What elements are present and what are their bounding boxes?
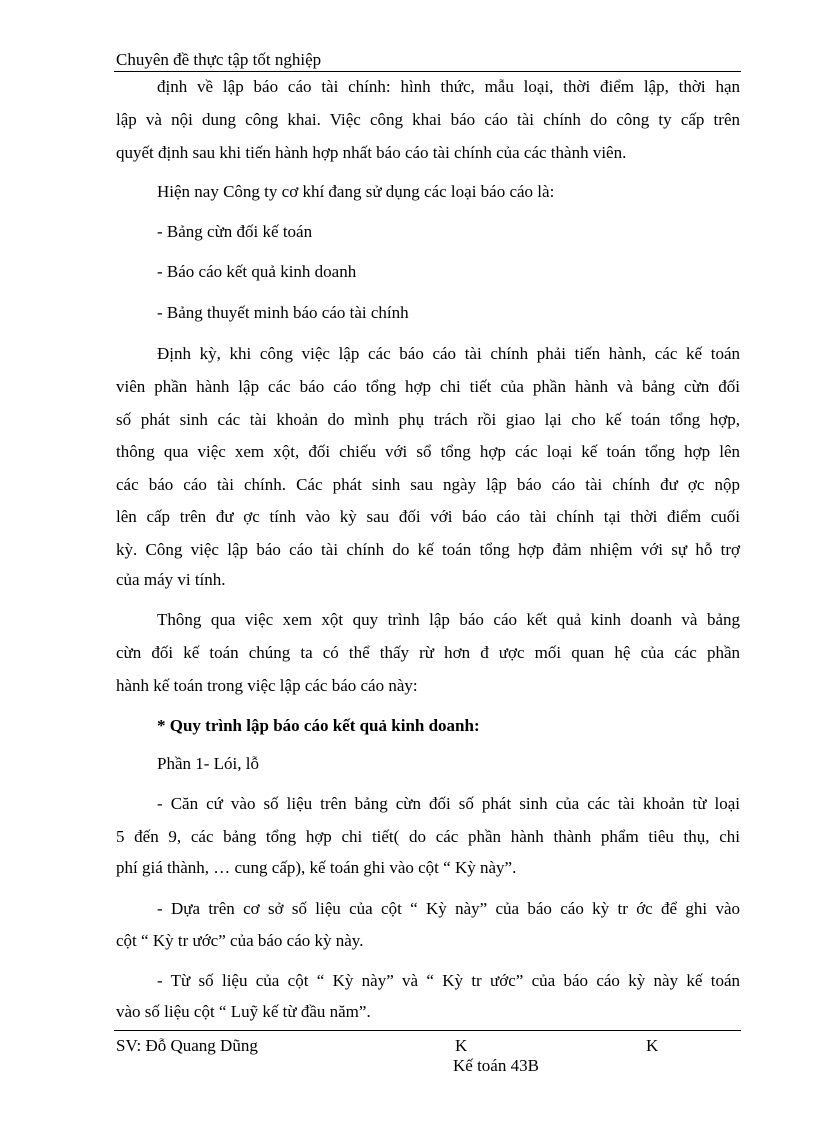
- paragraph-line: - Từ số liệu của cột “ Kỳ này” và “ Kỳ tr ước” của báo cáo kỳ này kế toán: [157, 971, 740, 990]
- paragraph-line: Thông qua việc xem xột quy trình lập báo cáo kết quả kinh doanh và bảng: [157, 610, 740, 629]
- footer-student-name: SV: Đỗ Quang Dũng: [116, 1036, 258, 1055]
- paragraph-line: - Dựa trên cơ sở số liệu của cột “ Kỳ này” của báo cáo kỳ tr ớc để ghi vào: [157, 899, 740, 918]
- footer-class: Kế toán 43B: [453, 1056, 539, 1075]
- list-item: - Bảng thuyết minh báo cáo tài chính: [157, 303, 409, 322]
- list-item: - Bảng cừn đối kế toán: [157, 222, 313, 241]
- subsection-label: Phần 1- Lói, lỗ: [157, 754, 259, 773]
- paragraph-line: vào số liệu cột “ Luỹ kế từ đầu năm”.: [116, 1002, 371, 1021]
- footer-rule: [114, 1030, 741, 1031]
- header-rule: [114, 71, 741, 72]
- paragraph-line: số phát sinh các tài khoản do mình phụ trách rồi giao lại cho kế toán tổng hợp,: [116, 410, 740, 429]
- paragraph-line: quyết định sau khi tiến hành hợp nhất báo cáo tài chính của các thành viên.: [116, 143, 627, 162]
- paragraph-line: các báo cáo tài chính. Các phát sinh sau ngày lập báo cáo tài chính đư ợc nộp: [116, 475, 740, 494]
- paragraph-line: cừn đối kế toán chúng ta có thể thấy rừ hơn đ ược mối quan hệ của các phần: [116, 643, 740, 662]
- paragraph-line: lập và nội dung công khai. Việc công khai báo cáo tài chính do công ty cấp trên: [116, 110, 740, 129]
- paragraph-line: viên phần hành lập các báo cáo tổng hợp chi tiết của phần hành và bảng cừn đối: [116, 377, 740, 396]
- list-item: - Báo cáo kết quả kinh doanh: [157, 262, 357, 281]
- footer-k-mark: K: [455, 1036, 468, 1055]
- footer-k-mark: K: [646, 1036, 659, 1055]
- paragraph-line: lên cấp trên đư ợc tính vào kỳ sau đối với báo cáo tài chính tại thời điểm cuối: [116, 507, 740, 526]
- page-header-title: Chuyên đề thực tập tốt nghiệp: [116, 50, 322, 69]
- paragraph-line: kỳ. Công việc lập báo cáo tài chính do kế toán tổng hợp đảm nhiệm với sự hỗ trợ: [116, 540, 740, 559]
- paragraph-line: phí giá thành, … cung cấp), kế toán ghi vào cột “ Kỳ này”.: [116, 858, 517, 877]
- paragraph-line: hành kế toán trong việc lập các báo cáo này:: [116, 676, 418, 695]
- paragraph-line: thông qua việc xem xột, đối chiếu với sổ tổng hợp các loại kế toán tổng hợp lên: [116, 442, 740, 461]
- paragraph-line: Định kỳ, khi công việc lập các báo cáo tài chính phải tiến hành, các kế toán: [157, 344, 740, 363]
- paragraph-line: - Căn cứ vào số liệu trên bảng cừn đối số phát sinh của các tài khoản từ loại: [157, 794, 740, 813]
- paragraph-line: cột “ Kỳ tr ước” của báo cáo kỳ này.: [116, 931, 364, 950]
- paragraph-line: định về lập báo cáo tài chính: hình thức, mẫu loại, thời điểm lập, thời hạn: [157, 77, 740, 96]
- paragraph-line: Hiện nay Công ty cơ khí đang sử dụng các loại báo cáo là:: [157, 182, 555, 201]
- section-heading: * Quy trình lập báo cáo kết quả kinh doanh:: [157, 716, 480, 735]
- paragraph-line: 5 đến 9, các bảng tổng hợp chi tiết( do các phần hành thành phẩm tiêu thụ, chi: [116, 827, 740, 846]
- paragraph-line: của máy vi tính.: [116, 570, 226, 589]
